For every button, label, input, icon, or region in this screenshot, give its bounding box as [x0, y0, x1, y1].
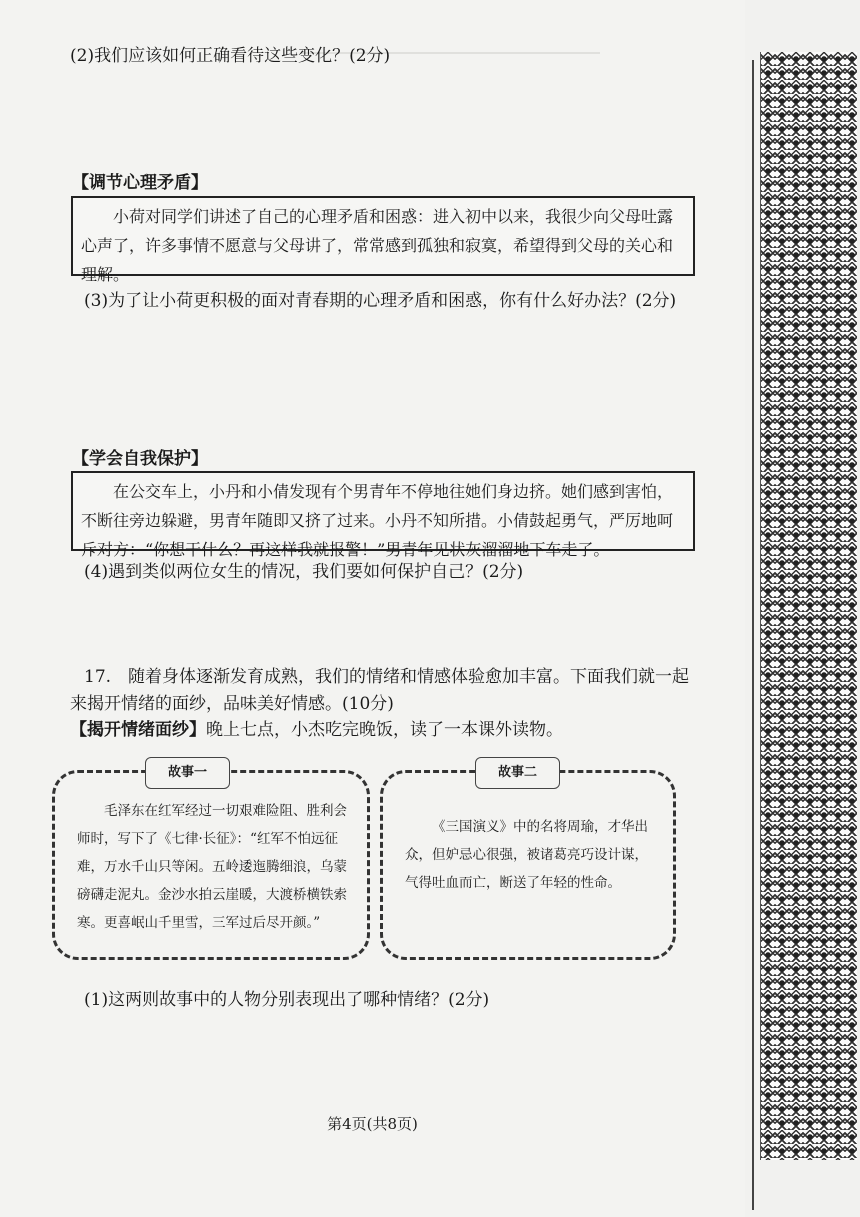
- story-one-card: [52, 765, 370, 960]
- story-two-card: [380, 765, 676, 960]
- protect-scenario-text: 在公交车上，小丹和小倩发现有个男青年不停地往她们身边挤。她们感到害怕，不断往旁边躲避，男青年随即又挤了过来。小丹不知所措。小倩鼓起勇气，严厉地呵斥对方：“你想干什么？再这样我就报警！”男青年见状灰溜溜地下车走了。: [81, 482, 674, 559]
- emotion-intro: [70, 718, 563, 742]
- psych-scenario-box: [71, 196, 695, 284]
- question-16-4: (4)遇到类似两位女生的情况，我们要如何保护自己？(2分): [84, 562, 524, 582]
- question-17-line1: 17. 随着身体逐渐发育成熟，我们的情绪和情感体验愈加丰富。下面我们就一起: [84, 667, 690, 687]
- psych-scenario-text: 小荷对同学们讲述了自己的心理矛盾和困惑：进入初中以来，我很少向父母吐露心声了，许多事情不愿意与父母讲了，常常感到孤独和寂寞，希望得到父母的关心和理解。: [81, 207, 674, 284]
- protect-scenario-box: [71, 471, 695, 559]
- section-title-protect: 【学会自我保护】: [72, 449, 208, 469]
- question-17-1: (1)这两则故事中的人物分别表现出了哪种情绪？(2分): [84, 990, 490, 1010]
- emotion-intro-text: 晚上七点，小杰吃完晚饭，读了一本课外读物。: [206, 720, 563, 740]
- question-16-2: (2)我们应该如何正确看待这些变化？(2分): [70, 46, 391, 66]
- section-title-emotion: 【揭开情绪面纱】: [70, 720, 206, 740]
- binding-divider: [752, 60, 754, 1210]
- story-one-text: 毛泽东在红军经过一切艰难险阻、胜利会师时，写下了《七律·长征》：“红军不怕远征难，万水千山只等闲。五岭逶迤腾细浪，乌蒙磅礴走泥丸。金沙水拍云崖暖，大渡桥横铁索寒。更喜岷山千里雪，三军过后尽开颜。”: [77, 803, 347, 931]
- page-footer: 第4页(共8页): [327, 1115, 418, 1133]
- section-title-psych: 【调节心理矛盾】: [72, 173, 208, 193]
- question-17-line2: 来揭开情绪的面纱，品味美好情感。(10分): [70, 694, 394, 714]
- story-one-tag: 故事一: [145, 757, 230, 789]
- story-two-tag: 故事二: [475, 757, 560, 789]
- story-two-text: 《三国演义》中的名将周瑜，才华出众，但妒忌心很强，被诸葛亮巧设计谋，气得吐血而亡，断送了年轻的性命。: [405, 819, 648, 891]
- question-16-3: (3)为了让小荷更积极的面对青春期的心理矛盾和困惑，你有什么好办法？(2分): [84, 291, 677, 311]
- decorative-border-pattern: [760, 52, 857, 1160]
